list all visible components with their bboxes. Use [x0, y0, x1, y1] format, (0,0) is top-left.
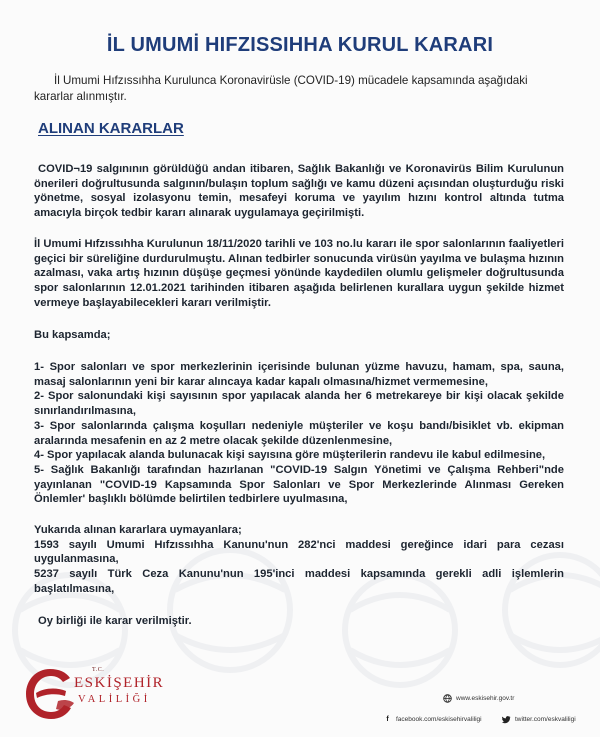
- twitter-link[interactable]: [502, 715, 576, 724]
- logo-city-text: ESKİŞEHİR: [74, 675, 165, 691]
- website-link[interactable]: [443, 694, 514, 703]
- facebook-url: facebook.com/eskisehirvaliligi: [396, 716, 482, 723]
- paragraph-1: COVID¬19 salgınının görüldüğü andan itibaren, Sağlık Bakanlığı ve Koronavirüs Bilim Kurulunun önerileri doğrultusunda salgının/bulaşın toplum sağlığı ve kamu düzeni açısından oluşturduğu riski yönetme, sosyal izolasyonu temin, mesafeyi koruma ve yayılım hızını kontrol altında tutma amacıyla birçok tedbir kararı alınarak uygulamaya geçirilmişti.: [34, 163, 564, 220]
- logo-gov-text: VALİLİĞİ: [78, 694, 151, 705]
- list-item: 4- Spor yapılacak alanda bulunacak kişi sayısına göre müşterilerin randevu ile kabul edilmesine,: [34, 449, 546, 462]
- list-item: 5- Sağlık Bakanlığı tarafından hazırlanan "COVID-19 Salgın Yönetimi ve Çalışma Rehberi"nde yayınlanan "COVID-19 Kapsamında Spor Salonları ve Spor Merkezlerinde Alınması Gereken Önlemler' başlıklı bölümde belirtilen tedbirlere uyulmasına,: [34, 463, 564, 506]
- closing-statement: Oy birliği ile karar verilmiştir.: [38, 615, 192, 627]
- logo-tc-text: T.C.: [92, 667, 105, 673]
- globe-icon: [443, 694, 452, 703]
- facebook-link[interactable]: [383, 715, 482, 724]
- twitter-icon: [502, 715, 511, 724]
- decision-list: [34, 360, 564, 507]
- penalty-item-2: 5237 sayılı Türk Ceza Kanunu'nun 195'inci maddesi kapsamında gerekli adli işlemlerin başlatılmasına,: [34, 568, 564, 595]
- paragraph-2: İl Umumi Hıfzıssıhha Kurulunun 18/11/2020 tarihli ve 103 no.lu kararı ile spor salonlarının faaliyetleri geçici bir süreliğine durdurulmuştu. Alınan tedbirler sonucunda virüsün yayılma ve bulaşma hızının azalması, vaka artış hızının düşüşe geçmesi yönünde kaydedilen olumlu gelişmeler doğrultusunda spor salonlarının 12.01.2021 tarihinden itibaren aşağıda belirlenen kurallara uygun şekilde hizmet vermeye başlayabilecekleri kararı verilmiştir.: [34, 238, 564, 309]
- intro-paragraph: [34, 73, 564, 104]
- intro-line-1: İl Umumi Hıfzıssıhha Kurulunca Koronavirüsle (COVID-19) mücadele kapsamında aşağıdaki: [54, 74, 528, 87]
- twitter-url: twitter.com/eskvaliligi: [515, 716, 576, 723]
- facebook-icon: f: [386, 716, 389, 723]
- paragraph-3: Bu kapsamda;: [34, 329, 111, 341]
- intro-line-2: kararlar alınmıştır.: [34, 89, 127, 103]
- penalty-item-1: 1593 sayılı Umumi Hıfzıssıhha Kanunu'nun 282'nci maddesi gereğince idari para cezası uygulanmasına,: [34, 538, 564, 566]
- penalty-intro: Yukarıda alınan kararlara uymayanlara;: [34, 524, 242, 536]
- list-item: 3- Spor salonlarında çalışma koşulları nedeniyle müşteriler ve koşu bandı/bisiklet vb. ekipman aralarında mesafenin en az 2 metre olacak şekilde düzenlenmesine,: [34, 419, 564, 447]
- list-item: 2- Spor salonundaki kişi sayısının spor yapılacak alanda her 6 metrekareye bir kişi olacak şekilde sınırlandırılmasına,: [34, 390, 564, 418]
- list-item: 1- Spor salonları ve spor merkezlerinin içerisinde bulunan yüzme havuzu, hamam, spa, sauna, masaj salonlarının yeni bir karar alıncaya kadar kapalı olmasına/hizmet vermemesine,: [34, 361, 564, 388]
- section-heading: ALINAN KARARLAR: [38, 120, 184, 137]
- website-url: www.eskisehir.gov.tr: [456, 695, 515, 702]
- document-title: İL UMUMİ HIFZISSIHHA KURUL KARARI: [106, 34, 494, 56]
- penalty-paragraph: [34, 523, 564, 597]
